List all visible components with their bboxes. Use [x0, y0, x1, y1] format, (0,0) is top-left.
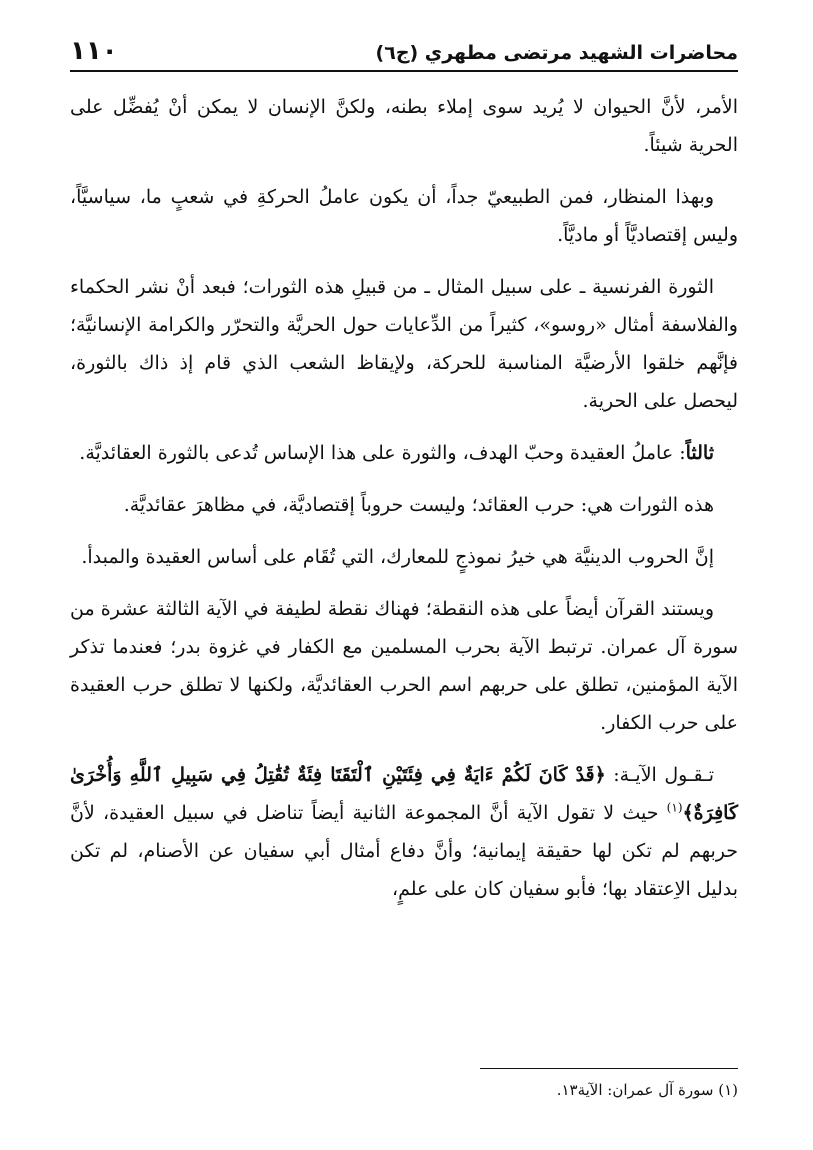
book-page [70, 28, 738, 1150]
paragraph-text: وبهذا المنظار، فمن الطبيعيّ جداً، أن يكون عاملُ الحركةِ في شعبٍ ما، سياسيَّاً، وليس إقتصاديَّاً أو ماديَّاً. [70, 186, 738, 246]
paragraph [70, 434, 738, 472]
paragraph [70, 178, 738, 254]
running-title: محاضرات الشهيد مرتضى مطهري (ج٦) [375, 42, 738, 64]
footnote-divider [480, 1068, 738, 1069]
paragraph-text: الثورة الفرنسية ـ على سبيل المثال ـ من قبيلِ هذه الثورات؛ فبعد أنْ نشر الحكماء والفلاسفة أمثال «روسو»، كثيراً من الدِّعايات حول الحريَّة والتحرّر والكرامة الإنسانيَّة؛ فإنَّهم خلقوا الأرضيَّة المناسبة للحركة، ولإيقاظ الشعب الذي قام إذ ذاك بالثورة، ليحصل على الحرية. [70, 276, 738, 412]
paragraph [70, 88, 738, 164]
paragraph [70, 268, 738, 420]
quote-intro: تـقـول الآيـة: [605, 764, 714, 786]
paragraph-text: إنَّ الحروب الدينيَّة هي خيرُ نموذجٍ للمعارك، التي تُقَام على أساس العقيدة والمبدأ. [81, 546, 714, 568]
paragraph [70, 756, 738, 908]
page-number: ١١٠ [70, 36, 118, 66]
page-header [70, 28, 738, 72]
paragraph-text: هذه الثورات هي: حرب العقائد؛ وليست حروباً إقتصاديَّة، في مظاهرَ عقائديَّة. [123, 494, 714, 516]
paragraph [70, 486, 738, 524]
paragraph-lead: ثالثاً [685, 442, 714, 464]
paragraph-text: الأمر، لأنَّ الحيوان لا يُريد سوى إملاء بطنه، ولكنَّ الإنسان لا يمكن أنْ يُفضِّل على الحرية شيئاً. [70, 96, 738, 156]
footnote: (١) سورة آل عمران: الآية١٣. [556, 1081, 738, 1099]
paragraph-text: : عاملُ العقيدة وحبّ الهدف، والثورة على هذا الإساس تُدعى بالثورة العقائديَّة. [79, 442, 686, 464]
paragraph-text: ويستند القرآن أيضاً على هذه النقطة؛ فهناك نقطة لطيفة في الآية الثالثة عشرة من سورة آل عمران. ترتبط الآية بحرب المسلمين مع الكفار في غزوة بدر؛ فعندما تذكر الآية المؤمنين، تطلق على حربهم اسم الحرب العقائديَّة، ولكنها لا تطلق حرب العقيدة على حرب الكفار. [70, 598, 738, 734]
quran-verse: ﴿قَدْ كَانَ لَكُمْ ءَايَةٌ فِي فِئَتَيْنِ ٱلْتَقَتَا فِئَةٌ تُقَٰتِلُ فِي سَبِيلِ ٱللَّهِ وَأُخْرَىٰ كَافِرَةٌ﴾ [70, 764, 738, 824]
page-body [70, 88, 738, 908]
paragraph [70, 590, 738, 742]
footnote-marker: (١) [666, 800, 683, 815]
paragraph-text: حيث لا تقول الآية أنَّ المجموعة الثانية أيضاً تناضل في سبيل العقيدة، لأنَّ حربهم لم تكن لها حقيقة إيمانية؛ وأنَّ دفاع أمثال أبي سفيان عن الأصنام، لم تكن بدليل الاِعتقاد بها؛ فأبو سفيان كان على علمٍ، [70, 802, 738, 900]
paragraph [70, 538, 738, 576]
